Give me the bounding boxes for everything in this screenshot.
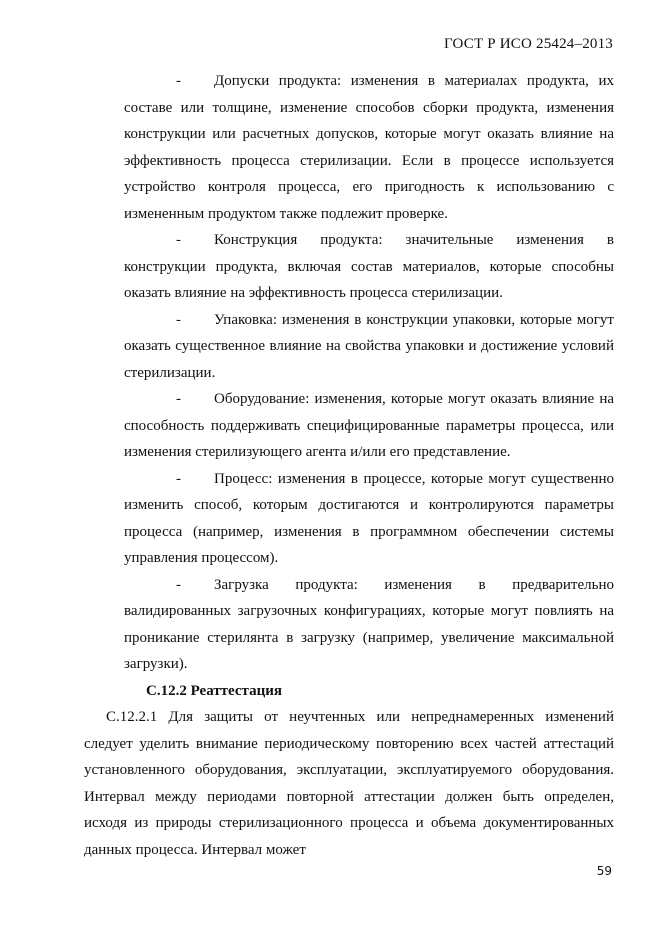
list-dash: - — [176, 576, 181, 593]
list-item — [124, 572, 614, 678]
list-dash: - — [176, 311, 181, 328]
list-item-text: Оборудование: изменения, которые могут оказать влияние на способность поддерживать специфицированные параметры процесса, или изменения стерилизующего агента и/или его представление. — [124, 391, 614, 460]
list-item-text: Упаковка: изменения в конструкции упаковки, которые могут оказать существенное влияние на свойства упаковки и достижение условий стерилизации. — [124, 311, 614, 381]
list-item-text: Процесс: изменения в процессе, которые могут существенно изменить способ, которым достигаются и контролируются параметры процесса (например, изменения в программном обеспечении системы управления процессом). — [124, 470, 614, 566]
list-dash: - — [176, 232, 181, 248]
list-dash: - — [176, 391, 181, 407]
list-item-text: Загрузка продукта: изменения в предварительно валидированных загрузочных конфигурациях, которые могут повлиять на проникание стерилянта в загрузку (например, увеличение максимальной загрузки). — [124, 576, 614, 672]
list-item — [124, 68, 614, 227]
list-dash: - — [176, 470, 181, 487]
standard-header: ГОСТ Р ИСО 25424–2013 — [444, 36, 613, 52]
list-item — [124, 307, 614, 387]
list-item — [124, 386, 614, 466]
page-content — [84, 68, 614, 863]
list-dash: - — [176, 73, 181, 89]
list-item — [124, 466, 614, 572]
list-item — [124, 227, 614, 307]
section-paragraph: С.12.2.1 Для защиты от неучтенных или непреднамеренных изменений следует уделить внимание периодическому повторению всех частей аттестаций установленного оборудования, эксплуатации, эксплуатируемого оборудования. Интервал между периодами повторной аттестации должен быть определен, исходя из природы стерилизационного процесса и объема документированных данных процесса. Интервал может — [84, 709, 614, 858]
section-heading: С.12.2 Реаттестация — [146, 682, 283, 699]
list-item-text: Конструкция продукта: значительные изменения в конструкции продукта, включая состав материалов, которые способны оказать влияние на эффективность процесса стерилизации. — [124, 232, 614, 301]
list-item-text: Допуски продукта: изменения в материалах продукта, их составе или толщине, изменение способов сборки продукта, изменения конструкции или расчетных допусков, которые могут оказать влияние на эффективность процесса стерилизации. Если в процессе используется устройство контроля процесса, его пригодность к использованию с измененным продуктом также подлежит проверке. — [124, 73, 614, 222]
page-number: 59 — [596, 864, 612, 878]
